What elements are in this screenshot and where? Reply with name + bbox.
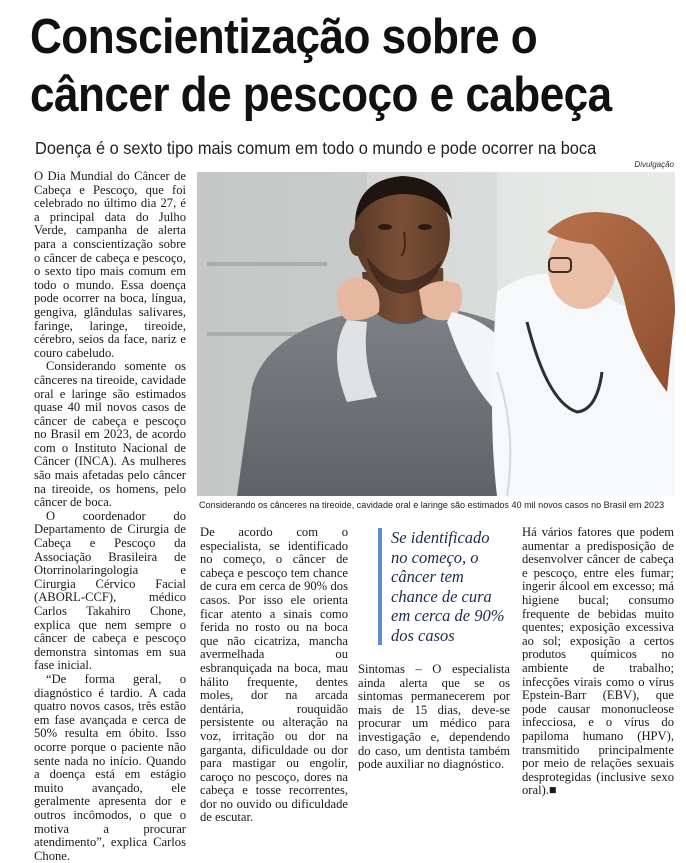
article-photo — [197, 172, 675, 496]
column-2 — [200, 526, 348, 825]
column-4 — [522, 526, 674, 798]
paragraph: De acordo com o especialista, se identificado no começo, o câncer de cabeça e pescoço tem chance de cura em cerca de 90% dos casos. Por isso ele orienta ficar atento a sinais como ferida no rosto ou na boca que não cicatriza, mancha avermelhada ou esbranquiçada na boca, mau hálito frequente, dentes moles, dor na arcada dentária, rouquidão persistente ou alteração na voz, irritação ou dor na garganta, dificuldade ou dor para mastigar ou engolir, caroço no pescoço, dores na cabeça e tosse recorrentes, dor no ouvido ou dificuldade de escutar. — [200, 525, 348, 825]
paragraph: Considerando somente os cânceres na tireoide, cavidade oral e laringe são estimados quase 40 mil novos casos de câncer de cabeça e pescoço no Brasil em 2023, de acordo com o Instituto Nacional de Câncer (INCA). As mulheres são mais afetadas pelo câncer na tireoide, os homens, pelo câncer de boca. — [34, 359, 186, 510]
paragraph: “De forma geral, o diagnóstico é tardio. A cada quatro novos casos, três estão em fase avançada e cerca de 50% resulta em óbito. Isso ocorre porque o paciente não sente nada no início. Quando a doença está em estágio muito avançado, ele geralmente apresenta dor e outros incômodos, o que o motiva a procurar atendimento”, explica Carlos Chone. — [34, 671, 186, 863]
headline — [30, 8, 615, 124]
column-1 — [34, 170, 186, 863]
paragraph: Sintomas – O especialista ainda alerta que se os sintomas permanecerem por mais de 15 dias, deve-se procurar um médico para investigação e, dependendo do caso, um dentista também pode auxiliar no diagnóstico. — [358, 662, 510, 772]
subheadline: Doença é o sexto tipo mais comum em todo o mundo e pode ocorrer na boca — [35, 138, 597, 158]
paragraph: Há vários fatores que podem aumentar a predisposição de desenvolver câncer de cabeça e pescoço, entre eles fumar; ingerir álcool em excesso; má higiene bucal; consumo frequente de bebidas muito quentes; exposição excessiva ao sol; exposição a certos produtos químicos no ambiente de trabalho; infecções virais como o vírus Epstein-Barr (EBV), que pode causar mononucleose infecciosa, e o vírus do papiloma humano (HPV), transmitido principalmente por meio de relações sexuais desprotegidas (inclusive sexo oral).■ — [522, 525, 674, 798]
column-3 — [358, 663, 510, 772]
pull-quote: Se identificado no começo, o câncer tem chance de cura em cerca de 90% dos casos — [378, 528, 508, 645]
paragraph: O Dia Mundial do Câncer de Cabeça e Pescoço, que foi celebrado no último dia 27, é a principal data do Julho Verde, campanha de alerta para a conscientização sobre o câncer de cabeça e pescoço, o sexto tipo mais comum em todo o mundo. Essa doença pode ocorrer na boca, língua, gengiva, glândulas salivares, faringe, laringe, tireoide, cérebro, seios da face, nariz e couro cabeludo. — [34, 169, 186, 360]
photo-caption: Considerando os cânceres na tireoide, cavidade oral e laringe são estimados 40 mil novos casos no Brasil em 2023 — [199, 500, 665, 511]
photo-credit: Divulgação — [634, 160, 674, 169]
headline-line-1: Conscientização sobre o — [30, 10, 538, 64]
headline-line-2: câncer de pescoço e cabeça — [30, 68, 612, 122]
paragraph: O coordenador do Departamento de Cirurgia de Cabeça e Pescoço da Associação Brasileira de Otorrinolaringologia e Cirurgia Cérvico Facial (ABORL-CCF), médico Carlos Takahiro Chone, explica que nem sempre o câncer de cabeça e pescoço demonstra sintomas em sua fase inicial. — [34, 508, 186, 673]
